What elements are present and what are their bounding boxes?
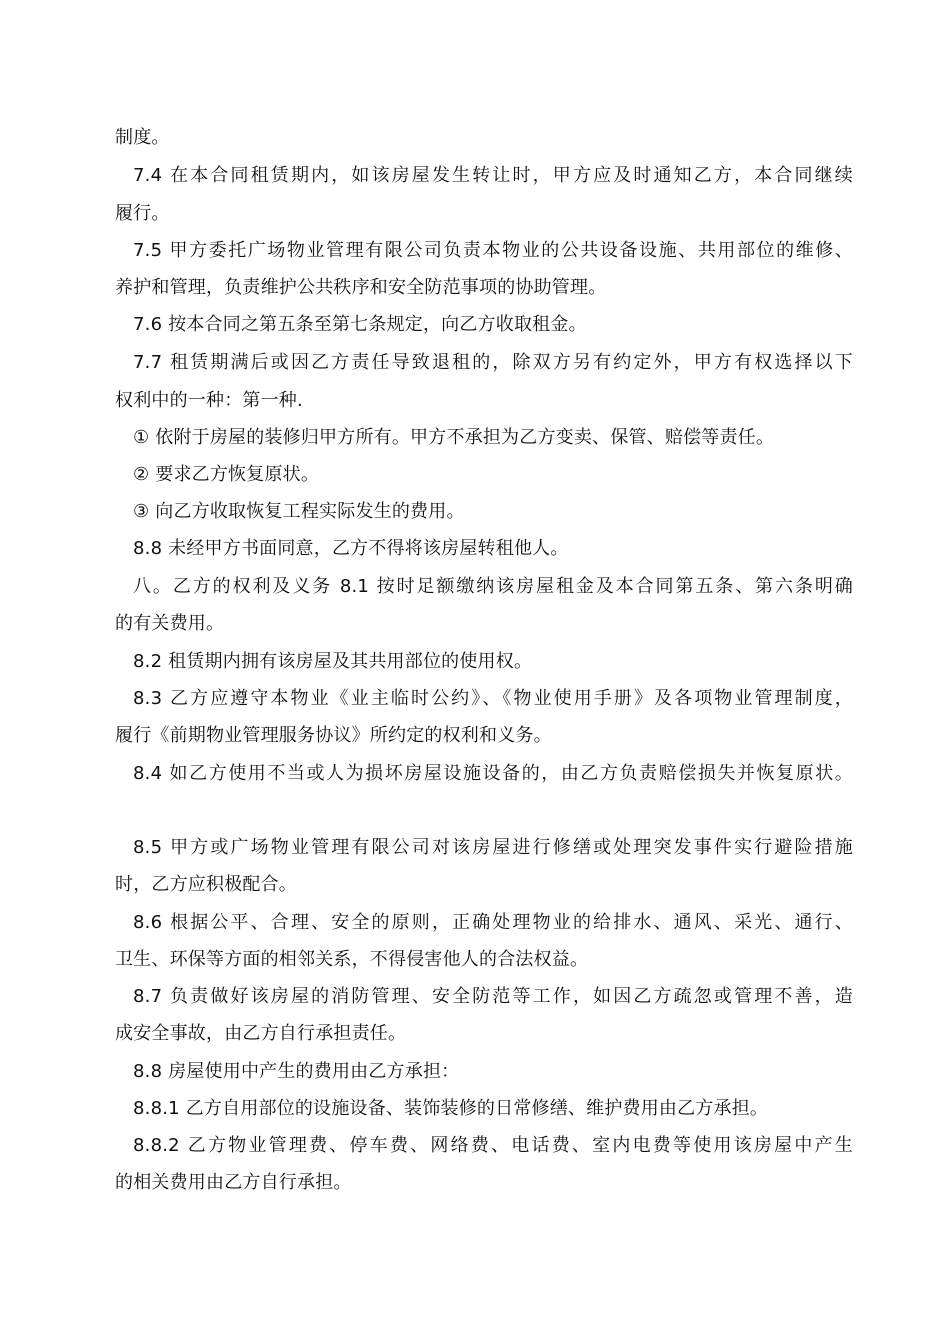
paragraph-line: 履行。: [115, 203, 170, 224]
paragraph-line: 8.4 如乙方使用不当或人为损坏房屋设施设备的，由乙方负责赔偿损失并恢复原状。: [133, 763, 853, 784]
paragraph-line: 7.4 在本合同租赁期内，如该房屋发生转让时，甲方应及时通知乙方，本合同继续: [133, 165, 853, 186]
paragraph-line: 的有关费用。: [115, 613, 225, 634]
paragraph-line: 养护和管理，负责维护公共秩序和安全防范事项的协助管理。: [115, 277, 607, 298]
paragraph-line: 制度。: [115, 127, 170, 148]
paragraph-line: 8.8 房屋使用中产生的费用由乙方承担：: [133, 1061, 460, 1082]
paragraph-line: 的相关费用由乙方自行承担。: [115, 1172, 352, 1193]
paragraph-line: 8.7 负责做好该房屋的消防管理、安全防范等工作，如因乙方疏忽或管理不善，造: [133, 986, 853, 1007]
paragraph-line: 8.8.1 乙方自用部位的设施设备、装饰装修的日常修缮、维护费用由乙方承担。: [133, 1098, 769, 1119]
paragraph-line: 8.2 租赁期内拥有该房屋及其共用部位的使用权。: [133, 651, 533, 672]
paragraph-line: 7.6 按本合同之第五条至第七条规定，向乙方收取租金。: [133, 314, 587, 335]
paragraph-line: 八。乙方的权利及义务 8.1 按时足额缴纳该房屋租金及本合同第五条、第六条明确: [133, 576, 853, 597]
paragraph-line: 8.8 未经甲方书面同意，乙方不得将该房屋转租他人。: [133, 538, 569, 559]
paragraph-line: 卫生、环保等方面的相邻关系，不得侵害他人的合法权益。: [115, 949, 589, 970]
paragraph-line: 8.6 根据公平、合理、安全的原则，正确处理物业的给排水、通风、采光、通行、: [133, 912, 853, 933]
list-item: ③ 向乙方收取恢复工程实际发生的费用。: [133, 501, 465, 522]
paragraph-line: 时，乙方应积极配合。: [115, 874, 297, 895]
paragraph-line: 8.8.2 乙方物业管理费、停车费、网络费、电话费、室内电费等使用该房屋中产生: [133, 1135, 853, 1156]
paragraph-line: 7.5 甲方委托广场物业管理有限公司负责本物业的公共设备设施、共用部位的维修、: [133, 240, 853, 261]
paragraph-line: 8.3 乙方应遵守本物业《业主临时公约》、《物业使用手册》及各项物业管理制度，: [133, 688, 853, 709]
paragraph-line: 成安全事故，由乙方自行承担责任。: [115, 1023, 407, 1044]
paragraph-line: 权利中的一种：第一种.: [115, 390, 303, 411]
paragraph-line: 7.7 租赁期满后或因乙方责任导致退租的，除双方另有约定外，甲方有权选择以下: [133, 352, 853, 373]
paragraph-line: 8.5 甲方或广场物业管理有限公司对该房屋进行修缮或处理突发事件实行避险措施: [133, 837, 853, 858]
list-item: ② 要求乙方恢复原状。: [133, 464, 320, 485]
list-item: ① 依附于房屋的装修归甲方所有。甲方不承担为乙方变卖、保管、赔偿等责任。: [133, 427, 775, 448]
paragraph-line: 履行《前期物业管理服务协议》所约定的权利和义务。: [115, 725, 552, 746]
